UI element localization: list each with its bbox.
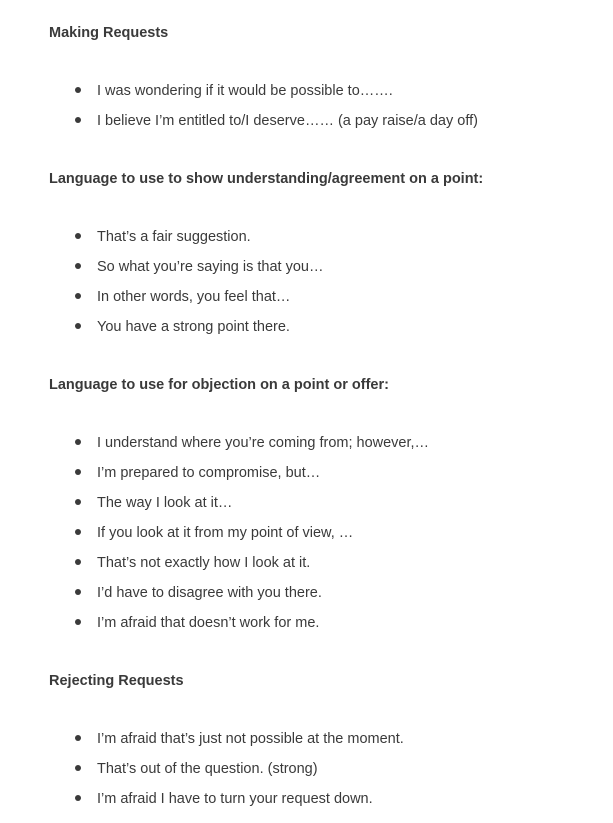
list-item-text: That’s not exactly how I look at it.	[97, 555, 311, 571]
list-item-text: I’d have to disagree with you there.	[97, 585, 322, 601]
list-item	[0, 112, 613, 132]
list-item	[0, 494, 613, 514]
list-item	[0, 790, 613, 810]
list-item-text: In other words, you feel that…	[97, 289, 291, 305]
list-item-text: I understand where you’re coming from; however,…	[97, 435, 430, 451]
list-item-text: The way I look at it…	[97, 495, 233, 511]
bullet-icon	[75, 233, 81, 239]
list-item-text: That’s out of the question. (strong)	[97, 761, 318, 777]
list-item	[0, 228, 613, 248]
bullet-icon	[75, 263, 81, 269]
list-item	[0, 434, 613, 454]
section-heading-rejecting-requests: Rejecting Requests	[49, 673, 184, 689]
bullet-icon	[75, 469, 81, 475]
list-item	[0, 82, 613, 102]
list-item-text: If you look at it from my point of view, …	[97, 525, 354, 541]
list-item	[0, 730, 613, 750]
list-item	[0, 258, 613, 278]
list-item	[0, 614, 613, 634]
list-item	[0, 318, 613, 338]
section-heading-understanding-agreement: Language to use to show understanding/agreement on a point:	[49, 171, 484, 187]
list-item-text: You have a strong point there.	[97, 319, 290, 335]
section-heading-objection: Language to use for objection on a point or offer:	[49, 377, 389, 393]
list-item-text: That’s a fair suggestion.	[97, 229, 251, 245]
bullet-icon	[75, 795, 81, 801]
bullet-icon	[75, 529, 81, 535]
bullet-icon	[75, 559, 81, 565]
list-item-text: I believe I’m entitled to/I deserve…… (a pay raise/a day off)	[97, 113, 478, 129]
bullet-icon	[75, 87, 81, 93]
bullet-icon	[75, 117, 81, 123]
list-item	[0, 584, 613, 604]
bullet-icon	[75, 765, 81, 771]
list-item	[0, 760, 613, 780]
list-item-text: I’m prepared to compromise, but…	[97, 465, 321, 481]
list-item-text: I’m afraid I have to turn your request down.	[97, 791, 373, 807]
bullet-icon	[75, 439, 81, 445]
list-item	[0, 464, 613, 484]
list-item-text: I’m afraid that’s just not possible at the moment.	[97, 731, 404, 747]
list-item	[0, 524, 613, 544]
list-item	[0, 554, 613, 574]
section-heading-making-requests: Making Requests	[49, 25, 169, 41]
list-item-text: So what you’re saying is that you…	[97, 259, 324, 275]
bullet-icon	[75, 619, 81, 625]
list-item-text: I’m afraid that doesn’t work for me.	[97, 615, 320, 631]
bullet-icon	[75, 293, 81, 299]
bullet-icon	[75, 735, 81, 741]
bullet-icon	[75, 499, 81, 505]
list-item-text: I was wondering if it would be possible to…….	[97, 83, 393, 99]
bullet-icon	[75, 589, 81, 595]
bullet-icon	[75, 323, 81, 329]
list-item	[0, 288, 613, 308]
